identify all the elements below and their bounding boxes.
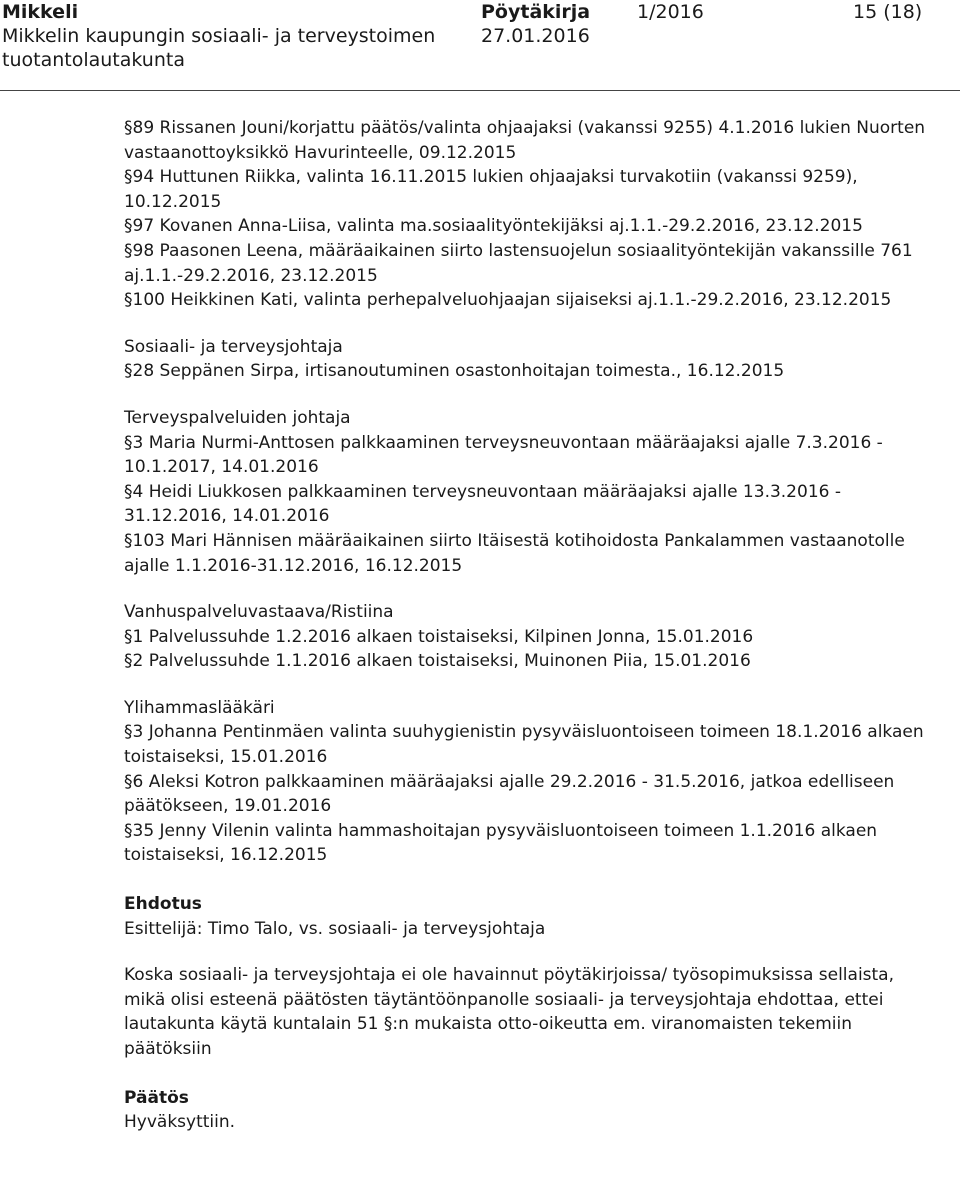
- org-line-3: tuotantolautakunta: [2, 49, 185, 71]
- decision-entry: §35 Jenny Vilenin valinta hammashoitajan pysyväisluontoiseen toimeen 1.1.2016 alkaen toistaiseksi, 16.12.2015: [124, 820, 878, 866]
- organization-block: [2, 0, 435, 72]
- document-header: [0, 0, 960, 95]
- document-date: 27.01.2016: [481, 25, 590, 47]
- document-body: [124, 116, 934, 1135]
- section-vanhus: [124, 600, 934, 674]
- header-divider: [0, 90, 960, 91]
- decision-entry: §6 Aleksi Kotron palkkaaminen määräajaksi ajalle 29.2.2016 - 31.5.2016, jatkoa edelliseen päätökseen, 19.01.2016: [124, 771, 895, 817]
- decision-entry: §89 Rissanen Jouni/korjattu päätös/valinta ohjaajaksi (vakanssi 9255) 4.1.2016 lukien Nuorten vastaanottoyksikkö Havurinteelle, 09.12.2015: [124, 118, 926, 163]
- decision-entry: §4 Heidi Liukkosen palkkaaminen terveysneuvontaan määräajaksi ajalle 13.3.2016 - 31.12.2016, 14.01.2016: [124, 481, 841, 527]
- section-sosiaali: [124, 335, 934, 384]
- decision-entry: §2 Palvelussuhde 1.1.2016 alkaen toistaiseksi, Muinonen Piia, 15.01.2016: [124, 651, 751, 672]
- proposal-text: Koska sosiaali- ja terveysjohtaja ei ole havainnut pöytäkirjoissa/ työsopimuksissa sellaista, mikä olisi esteenä päätösten täytäntöönpanolle sosiaali- ja terveysjohtaja ehdottaa, ettei lautakunta käytä kuntalain 51 §:n mukaista otto-oikeutta em. viranomaisten tekemiin päätöksiin: [124, 965, 895, 1059]
- decision-entry: §3 Johanna Pentinmäen valinta suuhygienistin pysyväisluontoiseen toimeen 18.1.2016 alkaen toistaiseksi, 15.01.2016: [124, 722, 924, 768]
- decision-entry: §98 Paasonen Leena, määräaikainen siirto lastensuojelun sosiaalityöntekijän vakanssille 761 aj.1.1.-29.2.2016, 23.12.2015: [124, 240, 913, 286]
- document-type-block: [481, 0, 590, 48]
- section-title: Vanhuspalveluvastaava/Ristiina: [124, 602, 394, 623]
- decision-entry: §94 Huttunen Riikka, valinta 16.11.2015 lukien ohjaajaksi turvakotiin (vakanssi 9259), 10.12.2015: [124, 167, 858, 212]
- decision-list: [124, 116, 934, 313]
- page-number: 15 (18): [853, 1, 923, 23]
- org-name: Mikkeli: [2, 1, 79, 23]
- section-terveys: [124, 406, 934, 578]
- proposal-heading: Ehdotus: [124, 894, 202, 915]
- section-title: Terveyspalveluiden johtaja: [124, 407, 351, 428]
- decision-heading: Päätös: [124, 1087, 189, 1108]
- proposal-section: [124, 892, 934, 1062]
- presenter-line: Esittelijä: Timo Talo, vs. sosiaali- ja terveysjohtaja: [124, 918, 546, 939]
- section-title: Sosiaali- ja terveysjohtaja: [124, 336, 343, 357]
- decision-text: Hyväksyttiin.: [124, 1112, 236, 1133]
- decision-entry: §103 Mari Hännisen määräaikainen siirto Itäisestä kotihoidosta Pankalammen vastaanotolle ajalle 1.1.2016-31.12.2016, 16.12.2015: [124, 530, 905, 576]
- decision-entry: §97 Kovanen Anna-Liisa, valinta ma.sosiaalityöntekijäksi aj.1.1.-29.2.2016, 23.12.2015: [124, 216, 863, 237]
- decision-entry: §1 Palvelussuhde 1.2.2016 alkaen toistaiseksi, Kilpinen Jonna, 15.01.2016: [124, 626, 754, 647]
- org-line-2: Mikkelin kaupungin sosiaali- ja terveystoimen: [2, 25, 436, 47]
- document-type: Pöytäkirja: [481, 1, 591, 23]
- decision-entry: §28 Seppänen Sirpa, irtisanoutuminen osastonhoitajan toimesta., 16.12.2015: [124, 361, 785, 382]
- decision-section: [124, 1086, 934, 1135]
- decision-entry: §100 Heikkinen Kati, valinta perhepalveluohjaajan sijaiseksi aj.1.1.-29.2.2016, 23.12.2015: [124, 290, 892, 311]
- section-hammas: [124, 696, 934, 868]
- section-title: Ylihammaslääkäri: [124, 697, 275, 718]
- document-number: 1/2016: [637, 1, 704, 23]
- decision-entry: §3 Maria Nurmi-Anttosen palkkaaminen terveysneuvontaan määräajaksi ajalle 7.3.2016 - 10.1.2017, 14.01.2016: [124, 432, 883, 478]
